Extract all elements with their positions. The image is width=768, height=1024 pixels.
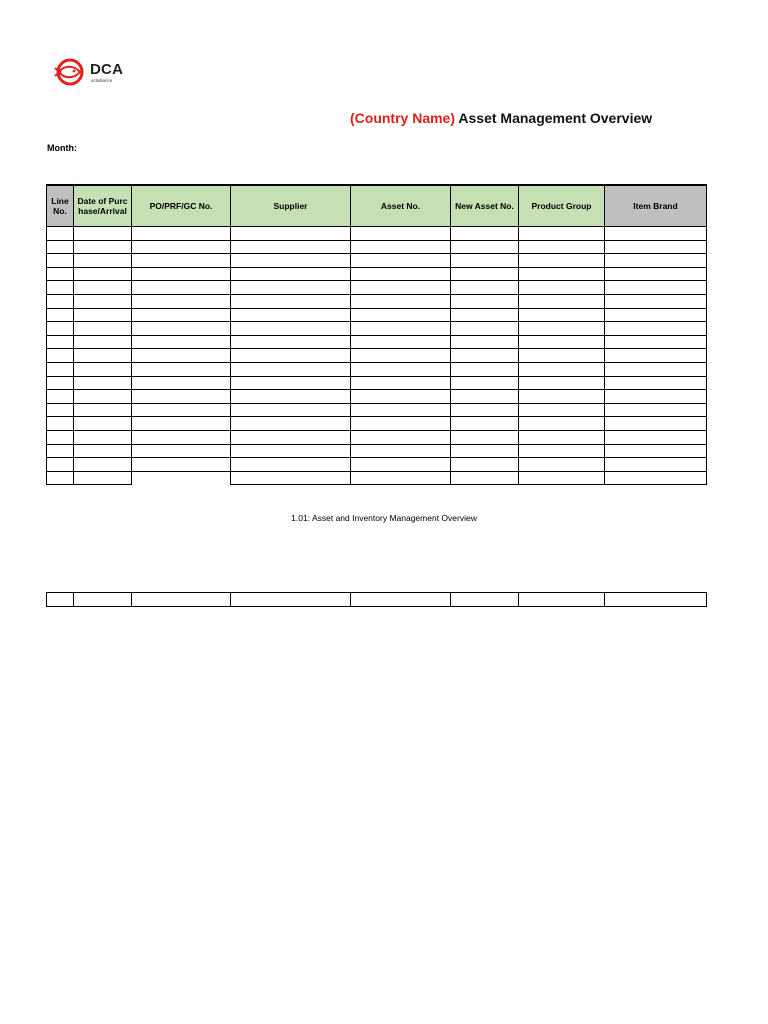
table-cell[interactable]	[351, 240, 451, 254]
table-cell[interactable]	[451, 458, 519, 472]
table-cell[interactable]	[74, 240, 132, 254]
table-cell	[132, 471, 231, 485]
table-cell[interactable]	[132, 376, 231, 390]
table-row	[47, 471, 707, 485]
table-cell[interactable]	[351, 471, 451, 485]
table-cell[interactable]	[451, 267, 519, 281]
table-cell[interactable]	[74, 362, 132, 376]
table-cell[interactable]	[132, 430, 231, 444]
table-cell[interactable]	[605, 593, 707, 607]
table-row	[47, 227, 707, 241]
table-cell[interactable]	[74, 349, 132, 363]
table-header-row	[47, 185, 707, 227]
table-cell[interactable]	[351, 308, 451, 322]
table-row	[47, 376, 707, 390]
table-cell[interactable]	[451, 294, 519, 308]
dca-logo	[53, 58, 133, 88]
table-row	[47, 308, 707, 322]
table-cell[interactable]	[451, 593, 519, 607]
table-cell[interactable]	[231, 471, 351, 485]
table-cell[interactable]	[132, 281, 231, 295]
table-row	[47, 458, 707, 472]
table-cell[interactable]	[605, 267, 707, 281]
table-cell[interactable]	[47, 390, 74, 404]
table-cell[interactable]	[47, 430, 74, 444]
table-cell[interactable]	[519, 267, 605, 281]
table-cell[interactable]	[519, 227, 605, 241]
table-cell[interactable]	[351, 254, 451, 268]
asset-table	[46, 184, 707, 485]
table-cell[interactable]	[231, 335, 351, 349]
title-country-name: (Country Name)	[350, 110, 456, 126]
table-cell[interactable]	[47, 322, 74, 336]
table-cell[interactable]	[351, 294, 451, 308]
table-cell[interactable]	[451, 390, 519, 404]
table-cell[interactable]	[605, 403, 707, 417]
table-cell[interactable]	[132, 349, 231, 363]
table-cell[interactable]	[605, 362, 707, 376]
table-cell[interactable]	[132, 593, 231, 607]
table-cell[interactable]	[132, 390, 231, 404]
table-cell[interactable]	[605, 390, 707, 404]
table-row	[47, 403, 707, 417]
table-cell[interactable]	[47, 267, 74, 281]
table-row	[47, 267, 707, 281]
table-cell[interactable]	[231, 458, 351, 472]
table-cell[interactable]	[74, 417, 132, 431]
table-cell[interactable]	[231, 417, 351, 431]
table-cell[interactable]	[519, 322, 605, 336]
table-caption: 1.01: Asset and Inventory Management Overview	[291, 513, 477, 523]
table-cell[interactable]	[47, 281, 74, 295]
table-cell[interactable]	[74, 308, 132, 322]
table-cell[interactable]	[47, 362, 74, 376]
table-cell[interactable]	[605, 430, 707, 444]
table-cell[interactable]	[47, 294, 74, 308]
table-cell[interactable]	[231, 281, 351, 295]
table-cell[interactable]	[231, 240, 351, 254]
table-cell[interactable]	[519, 444, 605, 458]
table-cell[interactable]	[519, 308, 605, 322]
table-cell[interactable]	[351, 335, 451, 349]
table-cell[interactable]	[47, 403, 74, 417]
table-cell[interactable]	[605, 471, 707, 485]
table-cell[interactable]	[451, 322, 519, 336]
header-new-asset-no: New Asset No.	[451, 185, 519, 227]
table-cell[interactable]	[47, 417, 74, 431]
table-cell[interactable]	[451, 308, 519, 322]
table-cell[interactable]	[451, 403, 519, 417]
table-cell[interactable]	[132, 403, 231, 417]
table-cell[interactable]	[74, 376, 132, 390]
table-cell[interactable]	[231, 227, 351, 241]
table-cell[interactable]	[519, 403, 605, 417]
table-cell[interactable]	[605, 227, 707, 241]
table-cell[interactable]	[351, 362, 451, 376]
table-cell[interactable]	[74, 227, 132, 241]
table-cell[interactable]	[451, 349, 519, 363]
table-cell[interactable]	[605, 254, 707, 268]
header-product-group: Product Group	[519, 185, 605, 227]
table-row	[47, 417, 707, 431]
table-cell[interactable]	[74, 430, 132, 444]
table-cell[interactable]	[132, 308, 231, 322]
table-row	[47, 322, 707, 336]
table-row	[47, 430, 707, 444]
table-row	[47, 254, 707, 268]
table-cell[interactable]	[351, 403, 451, 417]
header-date-of-purchase: Date of Purchase/Arrival	[74, 185, 132, 227]
table-cell[interactable]	[47, 471, 74, 485]
table-cell[interactable]	[605, 349, 707, 363]
table-cell[interactable]	[351, 593, 451, 607]
table-cell[interactable]	[451, 471, 519, 485]
table-cell[interactable]	[132, 444, 231, 458]
table-cell[interactable]	[519, 390, 605, 404]
table-cell[interactable]	[519, 281, 605, 295]
table-cell[interactable]	[74, 322, 132, 336]
table-cell[interactable]	[231, 308, 351, 322]
table-cell[interactable]	[74, 267, 132, 281]
table-row	[47, 390, 707, 404]
table-row	[47, 349, 707, 363]
header-asset-no: Asset No.	[351, 185, 451, 227]
table-cell[interactable]	[451, 254, 519, 268]
table-cell[interactable]	[519, 593, 605, 607]
table-cell[interactable]	[451, 444, 519, 458]
table-cell[interactable]	[132, 294, 231, 308]
header-po-prf-gc-no: PO/PRF/GC No.	[132, 185, 231, 227]
table-cell[interactable]	[451, 227, 519, 241]
table-cell[interactable]	[451, 376, 519, 390]
table-cell[interactable]	[47, 376, 74, 390]
table-cell[interactable]	[351, 444, 451, 458]
table-cell[interactable]	[519, 362, 605, 376]
table-cell[interactable]	[132, 362, 231, 376]
fish-logo-icon	[53, 58, 87, 86]
table-cell[interactable]	[519, 417, 605, 431]
table-cell[interactable]	[519, 294, 605, 308]
table-cell[interactable]	[47, 227, 74, 241]
table-cell[interactable]	[605, 308, 707, 322]
page-title	[350, 110, 652, 126]
table-row	[47, 362, 707, 376]
table-cell[interactable]	[519, 376, 605, 390]
header-supplier: Supplier	[231, 185, 351, 227]
table-cell[interactable]	[132, 240, 231, 254]
table-cell[interactable]	[74, 458, 132, 472]
logo-name: DCA	[90, 61, 124, 78]
table-cell[interactable]	[231, 593, 351, 607]
table-cell[interactable]	[519, 430, 605, 444]
table-cell[interactable]	[132, 417, 231, 431]
table-cell[interactable]	[519, 335, 605, 349]
table-cell[interactable]	[519, 254, 605, 268]
table-cell[interactable]	[605, 322, 707, 336]
table-cell[interactable]	[74, 471, 132, 485]
table-cell[interactable]	[47, 254, 74, 268]
table-cell[interactable]	[605, 417, 707, 431]
table-cell[interactable]	[351, 267, 451, 281]
table-cell[interactable]	[351, 322, 451, 336]
bottom-row-table	[46, 592, 707, 607]
table-cell[interactable]	[132, 322, 231, 336]
table-cell[interactable]	[451, 335, 519, 349]
header-item-brand: Item Brand	[605, 185, 707, 227]
table-cell[interactable]	[132, 227, 231, 241]
table-cell[interactable]	[351, 430, 451, 444]
logo-tagline: actalliance	[91, 78, 113, 83]
table-cell[interactable]	[74, 294, 132, 308]
table-row	[47, 335, 707, 349]
table-cell[interactable]	[231, 403, 351, 417]
table-cell[interactable]	[451, 417, 519, 431]
table-cell[interactable]	[351, 227, 451, 241]
header-line-no: Line No.	[47, 185, 74, 227]
table-row	[47, 444, 707, 458]
table-cell[interactable]	[351, 458, 451, 472]
table-body	[47, 227, 707, 485]
table-cell[interactable]	[74, 390, 132, 404]
table-cell[interactable]	[231, 254, 351, 268]
table-cell[interactable]	[231, 294, 351, 308]
table-cell[interactable]	[47, 308, 74, 322]
table-cell[interactable]	[132, 267, 231, 281]
table-cell[interactable]	[231, 444, 351, 458]
table-cell[interactable]	[74, 403, 132, 417]
table-cell[interactable]	[47, 444, 74, 458]
table-cell[interactable]	[74, 254, 132, 268]
table-cell[interactable]	[351, 281, 451, 295]
table-cell[interactable]	[231, 267, 351, 281]
table-cell[interactable]	[47, 593, 74, 607]
month-label: Month:	[47, 143, 77, 153]
table-cell[interactable]	[231, 349, 351, 363]
table-row	[47, 240, 707, 254]
table-cell[interactable]	[451, 362, 519, 376]
table-row	[47, 281, 707, 295]
title-text: Asset Management Overview	[455, 110, 653, 126]
table-cell[interactable]	[519, 471, 605, 485]
table-cell[interactable]	[47, 240, 74, 254]
table-cell[interactable]	[605, 458, 707, 472]
table-cell[interactable]	[351, 390, 451, 404]
table-cell[interactable]	[351, 376, 451, 390]
table-cell[interactable]	[451, 430, 519, 444]
table-cell[interactable]	[132, 335, 231, 349]
table-cell[interactable]	[605, 376, 707, 390]
table-cell[interactable]	[132, 458, 231, 472]
table-cell[interactable]	[47, 458, 74, 472]
table-cell[interactable]	[231, 430, 351, 444]
table-cell[interactable]	[74, 335, 132, 349]
table-cell[interactable]	[231, 322, 351, 336]
table-cell[interactable]	[605, 444, 707, 458]
table-cell[interactable]	[231, 390, 351, 404]
table-cell[interactable]	[519, 458, 605, 472]
table-cell[interactable]	[451, 240, 519, 254]
table-row	[47, 593, 707, 607]
table-cell[interactable]	[605, 240, 707, 254]
table-cell[interactable]	[47, 349, 74, 363]
table-cell[interactable]	[519, 349, 605, 363]
table-cell[interactable]	[351, 349, 451, 363]
table-cell[interactable]	[231, 376, 351, 390]
table-cell[interactable]	[605, 281, 707, 295]
table-cell[interactable]	[451, 281, 519, 295]
table-cell[interactable]	[519, 240, 605, 254]
table-cell[interactable]	[74, 593, 132, 607]
table-cell[interactable]	[74, 444, 132, 458]
table-cell[interactable]	[74, 281, 132, 295]
table-cell[interactable]	[132, 254, 231, 268]
table-cell[interactable]	[231, 362, 351, 376]
table-cell[interactable]	[605, 335, 707, 349]
table-row	[47, 294, 707, 308]
table-cell[interactable]	[47, 335, 74, 349]
table-cell[interactable]	[351, 417, 451, 431]
table-cell[interactable]	[605, 294, 707, 308]
